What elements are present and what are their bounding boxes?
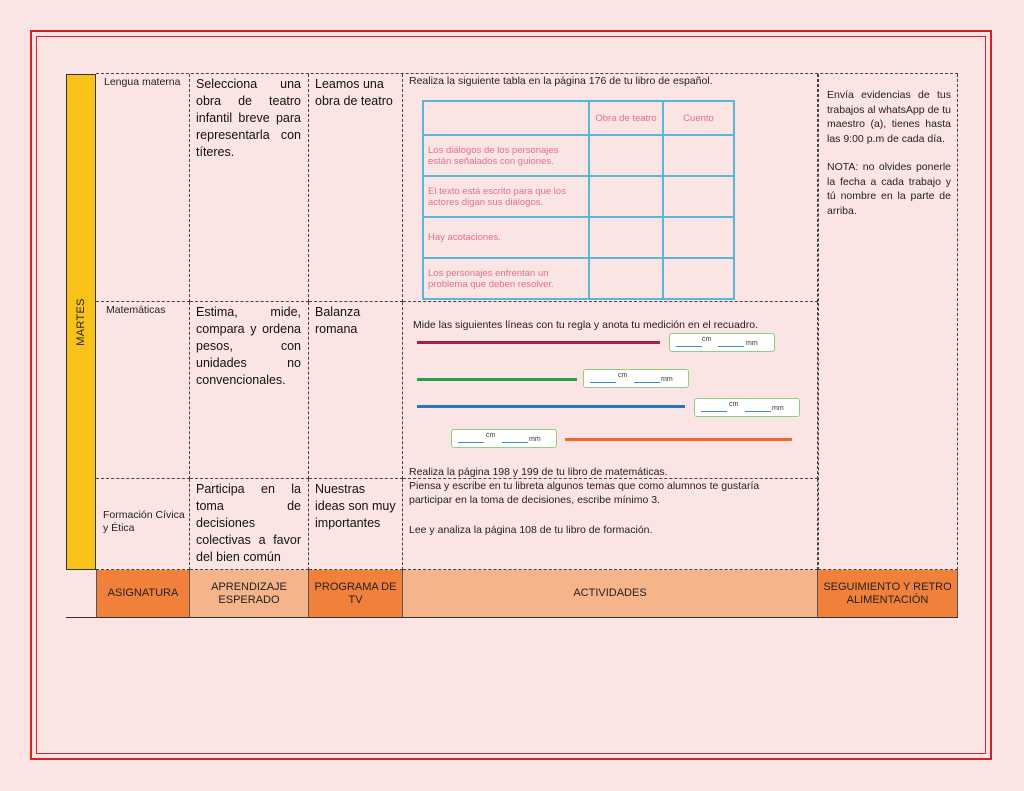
measure-box[interactable] <box>451 429 557 448</box>
header-subject-label: ASIGNATURA <box>107 587 179 599</box>
activity-cell-formacion <box>403 479 818 570</box>
book-table-question: Hay acotaciones. <box>423 217 589 258</box>
header-learning-label: APRENDIZAJE ESPERADO <box>211 580 287 606</box>
book-table-row <box>423 176 734 217</box>
learning-text: Participa en la toma de decisiones colectivas a favor del bien común <box>196 482 301 564</box>
learning-cell-lengua <box>190 74 309 302</box>
book-table-header-cell <box>423 101 589 135</box>
book-table-blank <box>589 176 663 217</box>
subject-label: Lengua materna <box>104 76 181 88</box>
program-cell-matematicas <box>309 302 403 479</box>
book-table-row <box>423 135 734 176</box>
measure-box[interactable] <box>694 398 800 417</box>
activity-text: Realiza la siguiente tabla en la página 176 de tu libro de español. <box>409 75 713 87</box>
learning-cell-formacion <box>190 479 309 570</box>
subject-cell-matematicas <box>96 302 190 479</box>
subject-label: Formación Cívica y Ética <box>103 509 185 534</box>
activity-text-1: Piensa y escribe en tu libretа algunos temas que como alumnos te gustaría participar en la toma de decisiones, escribe mínimo 3. <box>409 480 760 506</box>
book-table-row <box>423 217 734 258</box>
mm-label: mm <box>529 436 541 443</box>
book-table-blank <box>663 176 734 217</box>
header-followup <box>818 570 958 617</box>
header-subject <box>96 570 190 617</box>
program-text: Nuestras ideas son muy importantes <box>315 482 396 530</box>
followup-cell <box>818 74 958 570</box>
mm-label: mm <box>772 405 784 412</box>
activity-text-2: Lee y analiza la página 108 de tu libro de formación. <box>409 524 653 536</box>
header-program <box>309 570 403 617</box>
header-followup-label: SEGUIMIENTO Y RETROALIMENTACIÓN <box>823 580 952 606</box>
book-table-question: El texto está escrito para que los actores digan sus diálogos. <box>423 176 589 217</box>
book-table-blank <box>589 217 663 258</box>
day-column <box>66 74 96 570</box>
measure-box[interactable] <box>583 369 689 388</box>
subject-label: Matemáticas <box>106 304 166 316</box>
cm-label: cm <box>618 372 628 379</box>
mm-label: mm <box>661 376 673 383</box>
measure-box[interactable] <box>669 333 775 352</box>
cm-label: cm <box>729 401 739 408</box>
program-text: Leamos una obra de teatro <box>315 77 393 108</box>
subject-cell-lengua <box>96 74 190 302</box>
cm-label: cm <box>486 432 496 439</box>
table-bottom-border <box>66 617 958 618</box>
header-learning <box>190 570 309 617</box>
measure-line-red <box>417 341 660 344</box>
measure-line-orange <box>565 438 792 441</box>
learning-text: Estima, mide, compara y ordena pesos, con unidades no convencionales. <box>196 305 301 387</box>
learning-text: Selecciona una obra de teatro infantil breve para representarla con títeres. <box>196 77 301 159</box>
book-table-row <box>423 258 734 299</box>
learning-cell-matematicas <box>190 302 309 479</box>
book-table-question: Los diálogos de los personajes están señalados con guiones. <box>423 135 589 176</box>
activity-cell-matematicas <box>403 302 818 479</box>
book-table-blank <box>589 135 663 176</box>
book-table-blank <box>589 258 663 299</box>
program-cell-formacion <box>309 479 403 570</box>
book-table-blank <box>663 217 734 258</box>
followup-text-1: Envía evidencias de tus trabajos al whatsApp de tu maestro (a), tienes hasta las 9:00 p.m de cada día. <box>827 89 951 145</box>
followup-text-2: NOTA: no olvides ponerle la fecha a cada trabajo y tú nombre en la parte de arriba. <box>827 161 951 217</box>
measure-line-green <box>417 378 577 381</box>
book-table-header <box>423 101 734 135</box>
header-activities <box>403 570 818 617</box>
book-table-header-cell: Obra de teatro <box>589 101 663 135</box>
activity-outro: Realiza la página 198 y 199 de tu libro de matemáticas. <box>409 466 668 478</box>
measure-line-blue <box>417 405 685 408</box>
book-table-blank <box>663 135 734 176</box>
header-activities-label: ACTIVIDADES <box>573 587 647 599</box>
book-table-header-cell: Cuento <box>663 101 734 135</box>
program-cell-lengua <box>309 74 403 302</box>
book-table-question: Los personajes enfrentan un problema que deben resolver. <box>423 258 589 299</box>
subject-cell-formacion <box>96 479 190 570</box>
mm-label: mm <box>746 340 758 347</box>
day-label: MARTES <box>75 298 87 346</box>
book-table-blank <box>663 258 734 299</box>
header-program-label: PROGRAMA DE TV <box>314 580 397 606</box>
book-table <box>422 100 735 300</box>
cm-label: cm <box>702 336 712 343</box>
program-text: Balanza romana <box>315 305 361 336</box>
activity-intro: Mide las siguientes líneas con tu regla y anota tu medición en el recuadro. <box>413 319 758 331</box>
